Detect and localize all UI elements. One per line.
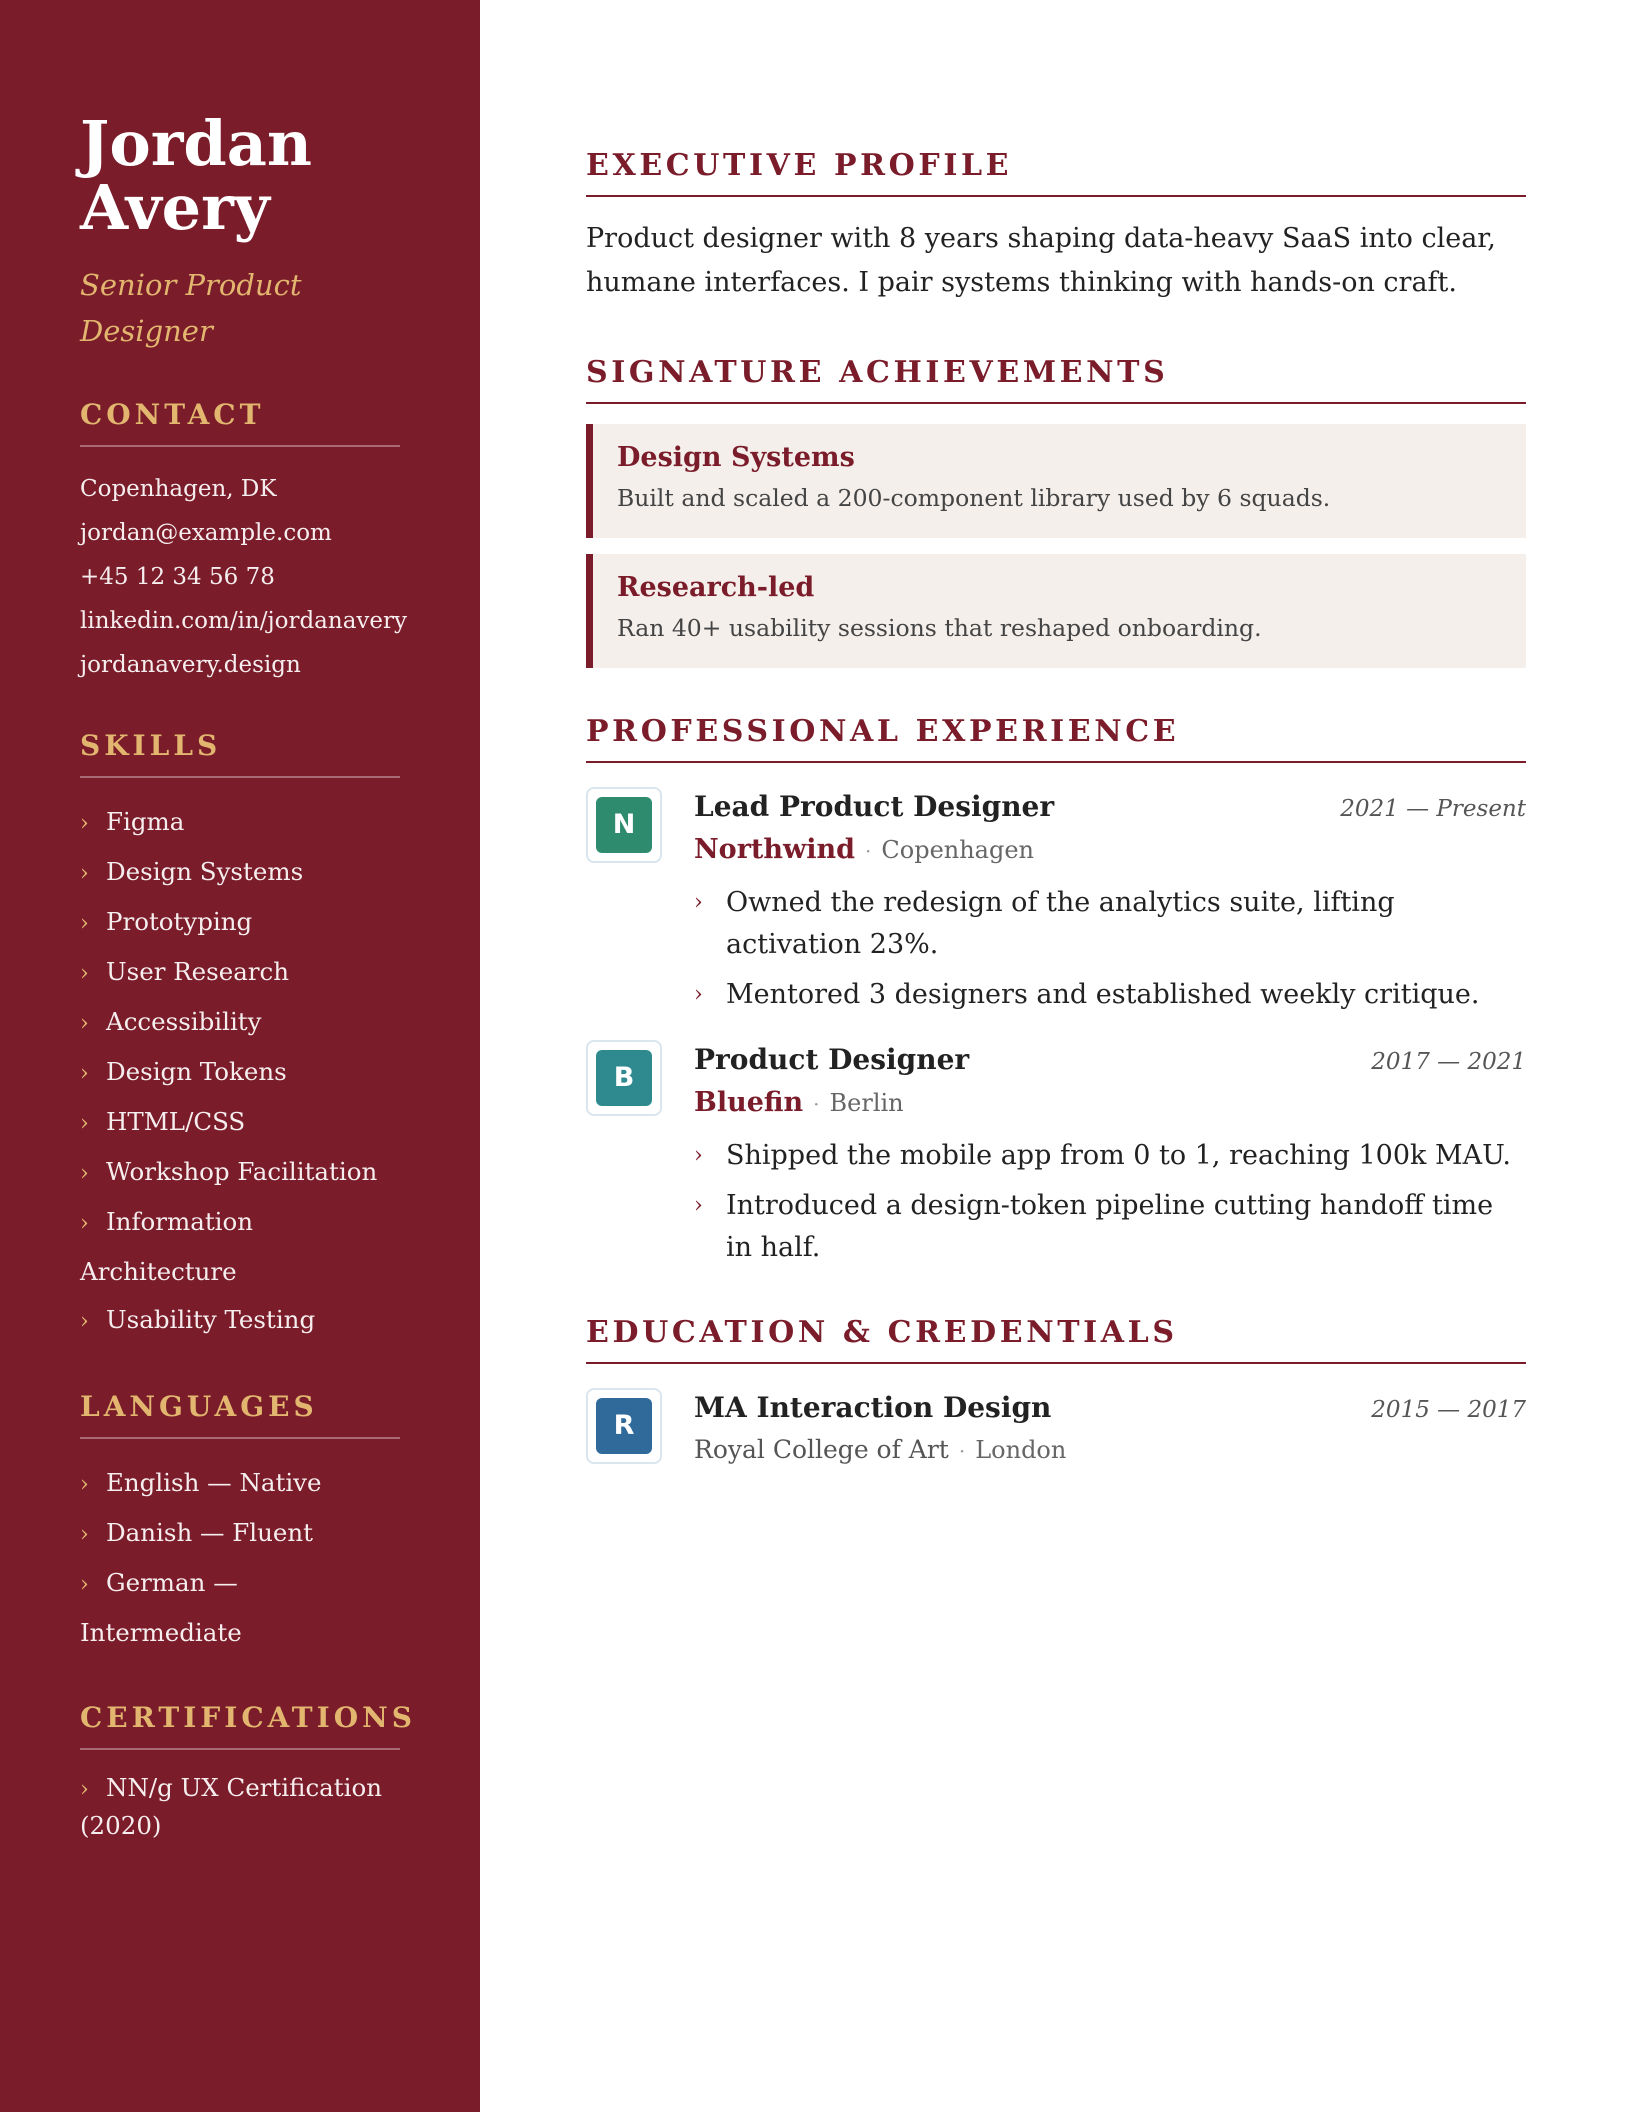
- experience-heading: PROFESSIONAL EXPERIENCE: [586, 714, 1526, 763]
- candidate-name: [80, 107, 400, 244]
- chevron-right-icon: ›: [80, 1309, 89, 1334]
- job-bullet: › Owned the redesign of the analytics suite, lifting activation 23%.: [694, 882, 1526, 966]
- company-logo: [586, 787, 662, 863]
- profile-heading: EXECUTIVE PROFILE: [586, 148, 1526, 197]
- chevron-right-icon: ›: [80, 1572, 89, 1597]
- language-item: › German — Intermediate: [80, 1559, 400, 1657]
- company-logo-letter: B: [596, 1050, 652, 1106]
- contact-linkedin[interactable]: linkedin.com/in/jordanavery: [80, 608, 408, 634]
- education-dates: 2015 — 2017: [1371, 1397, 1526, 1423]
- job-title: Lead Product Designer: [694, 790, 1055, 823]
- contact-website[interactable]: jordanavery.design: [80, 652, 301, 678]
- name-last: Avery: [80, 171, 270, 244]
- skill-item: › Workshop Facilitation: [80, 1148, 400, 1198]
- school-logo-letter: R: [596, 1398, 652, 1454]
- school-logo: [586, 1388, 662, 1464]
- certifications-list: [80, 1770, 400, 1844]
- chevron-right-icon: ›: [80, 861, 89, 886]
- skill-item: › Usability Testing: [80, 1296, 400, 1346]
- chevron-right-icon: ›: [80, 1522, 89, 1547]
- education-heading: EDUCATION & CREDENTIALS: [586, 1315, 1526, 1364]
- main-content: [586, 148, 1526, 1473]
- chevron-right-icon: ›: [80, 1777, 89, 1802]
- chevron-right-icon: ›: [80, 811, 89, 836]
- separator-dot: ·: [958, 1439, 966, 1463]
- languages-list: [80, 1459, 400, 1657]
- chevron-right-icon: ›: [694, 1143, 703, 1168]
- achievement-card: [586, 554, 1526, 668]
- chevron-right-icon: ›: [80, 1472, 89, 1497]
- certification-item: › NN/g UX Certification (2020): [80, 1773, 382, 1840]
- skill-item: › Figma: [80, 798, 400, 848]
- skills-heading: SKILLS: [80, 729, 400, 778]
- company-name: Northwind: [694, 834, 856, 865]
- job-location: Copenhagen: [881, 836, 1035, 864]
- contact-list: [80, 467, 408, 687]
- company-name: Bluefin: [694, 1087, 804, 1118]
- job-bullet: › Introduced a design-token pipeline cutting handoff time in half.: [694, 1185, 1526, 1269]
- company-logo-letter: N: [596, 797, 652, 853]
- contact-location: Copenhagen, DK: [80, 476, 277, 502]
- chevron-right-icon: ›: [80, 1211, 89, 1236]
- achievement-title: Research-led: [617, 572, 815, 603]
- language-item: › Danish — Fluent: [80, 1509, 400, 1559]
- chevron-right-icon: ›: [80, 1011, 89, 1036]
- achievement-title: Design Systems: [617, 442, 855, 473]
- skill-item: › Accessibility: [80, 998, 400, 1048]
- achievements-heading: SIGNATURE ACHIEVEMENTS: [586, 355, 1526, 404]
- company-logo: [586, 1040, 662, 1116]
- skill-item: › HTML/CSS: [80, 1098, 400, 1148]
- skill-item: › Prototyping: [80, 898, 400, 948]
- sidebar: [0, 0, 480, 2112]
- school-location: London: [975, 1436, 1067, 1464]
- education-entry: [586, 1388, 1526, 1473]
- certifications-heading: CERTIFICATIONS: [80, 1701, 400, 1750]
- job-bullet: › Mentored 3 designers and established weekly critique.: [694, 974, 1526, 1016]
- job-bullets: [694, 882, 1526, 1016]
- language-item: › English — Native: [80, 1459, 400, 1509]
- name-first: Jordan: [80, 107, 312, 180]
- degree-title: MA Interaction Design: [694, 1391, 1052, 1424]
- separator-dot: ·: [813, 1092, 820, 1116]
- profile-text: Product designer with 8 years shaping data-heavy SaaS into clear, humane interfaces. I pair systems thinking with hands-on craft.: [586, 223, 1496, 298]
- job-entry: [586, 1040, 1526, 1269]
- skill-item: › Information Architecture: [80, 1198, 400, 1296]
- contact-email[interactable]: jordan@example.com: [80, 520, 332, 546]
- job-dates: 2021 — Present: [1340, 796, 1526, 822]
- skills-list: [80, 798, 400, 1346]
- contact-heading: CONTACT: [80, 398, 400, 447]
- achievement-desc: Built and scaled a 200-component library used by 6 squads.: [617, 484, 1331, 512]
- contact-phone[interactable]: +45 12 34 56 78: [80, 564, 275, 590]
- job-role: Senior Product Designer: [80, 268, 302, 348]
- chevron-right-icon: ›: [80, 1161, 89, 1186]
- achievement-card: [586, 424, 1526, 538]
- chevron-right-icon: ›: [80, 1061, 89, 1086]
- school-name: Royal College of Art: [694, 1435, 949, 1464]
- skill-item: › Design Tokens: [80, 1048, 400, 1098]
- job-location: Berlin: [829, 1089, 904, 1117]
- chevron-right-icon: ›: [694, 890, 703, 915]
- skill-item: › User Research: [80, 948, 400, 998]
- separator-dot: ·: [865, 839, 872, 863]
- skill-item: › Design Systems: [80, 848, 400, 898]
- chevron-right-icon: ›: [80, 911, 89, 936]
- chevron-right-icon: ›: [80, 961, 89, 986]
- job-dates: 2017 — 2021: [1371, 1049, 1526, 1075]
- job-title: Product Designer: [694, 1043, 970, 1076]
- chevron-right-icon: ›: [80, 1111, 89, 1136]
- achievement-desc: Ran 40+ usability sessions that reshaped onboarding.: [617, 614, 1262, 642]
- job-bullet: › Shipped the mobile app from 0 to 1, reaching 100k MAU.: [694, 1135, 1526, 1177]
- job-entry: [586, 787, 1526, 1016]
- job-bullets: [694, 1135, 1526, 1269]
- languages-heading: LANGUAGES: [80, 1390, 400, 1439]
- chevron-right-icon: ›: [694, 982, 703, 1007]
- chevron-right-icon: ›: [694, 1193, 703, 1218]
